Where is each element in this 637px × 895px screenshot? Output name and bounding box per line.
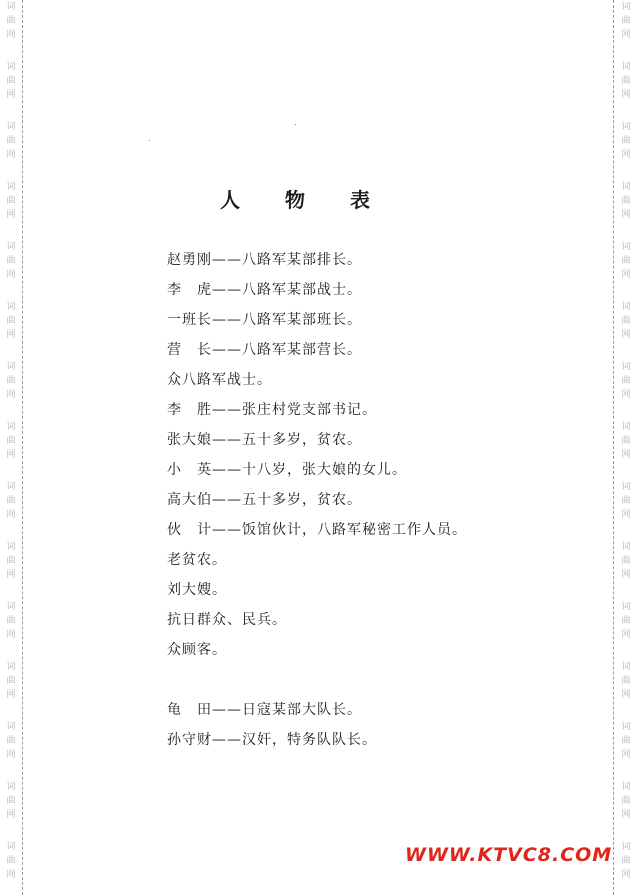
watermark-char: 曲 xyxy=(6,196,16,206)
watermark-char: 网 xyxy=(621,30,631,40)
watermark-char: 词 xyxy=(621,302,631,312)
watermark-char: 词 xyxy=(6,842,16,852)
watermark-char: 曲 xyxy=(621,616,631,626)
watermark-char: 网 xyxy=(6,690,16,700)
watermark-char: 词 xyxy=(621,482,631,492)
watermark-char: 网 xyxy=(621,150,631,160)
watermark-glyph-group xyxy=(616,120,636,162)
watermark-char: 网 xyxy=(6,810,16,820)
character-entry: 老贫农。 xyxy=(167,552,227,568)
title-char: 表 xyxy=(350,188,370,212)
watermark-char: 网 xyxy=(621,450,631,460)
watermark-char: 词 xyxy=(621,182,631,192)
character-entry: 伙 计——饭馆伙计，八路军秘密工作人员。 xyxy=(167,522,467,538)
watermark-glyph-group xyxy=(616,480,636,522)
watermark-glyph-group xyxy=(1,600,21,642)
watermark-char: 曲 xyxy=(621,676,631,686)
character-entry: 高大伯——五十多岁，贫农。 xyxy=(167,492,362,508)
watermark-char: 曲 xyxy=(6,496,16,506)
watermark-char: 曲 xyxy=(621,376,631,386)
watermark-char: 曲 xyxy=(6,676,16,686)
watermark-char: 词 xyxy=(6,482,16,492)
character-entry: 营 长——八路军某部营长。 xyxy=(167,342,362,358)
watermark-char: 网 xyxy=(6,270,16,280)
watermark-char: 网 xyxy=(621,330,631,340)
watermark-char: 网 xyxy=(6,570,16,580)
watermark-char: 曲 xyxy=(6,436,16,446)
watermark-glyph-group xyxy=(616,540,636,582)
watermark-char: 词 xyxy=(6,242,16,252)
character-entry: 赵勇刚——八路军某部排长。 xyxy=(167,252,362,268)
watermark-char: 词 xyxy=(6,122,16,132)
character-entry: 李 虎——八路军某部战士。 xyxy=(167,282,362,298)
watermark-char: 曲 xyxy=(6,376,16,386)
character-entry: 龟 田——日寇某部大队长。 xyxy=(167,702,362,718)
watermark-char: 网 xyxy=(621,810,631,820)
character-entry: 抗日群众、民兵。 xyxy=(167,612,287,628)
watermark-char: 曲 xyxy=(6,316,16,326)
watermark-char: 网 xyxy=(6,30,16,40)
watermark-glyph-group xyxy=(616,0,636,42)
watermark-glyph-group xyxy=(1,300,21,342)
watermark-char: 词 xyxy=(621,362,631,372)
watermark-char: 曲 xyxy=(621,256,631,266)
watermark-glyph-group xyxy=(616,60,636,102)
watermark-char: 网 xyxy=(6,870,16,880)
watermark-glyph-group xyxy=(1,660,21,702)
watermark-char: 曲 xyxy=(6,256,16,266)
watermark-char: 词 xyxy=(6,602,16,612)
watermark-char: 网 xyxy=(6,510,16,520)
character-entry: 孙守财——汉奸，特务队队长。 xyxy=(167,732,377,748)
watermark-glyph-group xyxy=(1,420,21,462)
watermark-char: 曲 xyxy=(621,16,631,26)
watermark-glyph-group xyxy=(1,0,21,42)
watermark-char: 曲 xyxy=(621,556,631,566)
watermark-char: 网 xyxy=(621,510,631,520)
watermark-glyph-group xyxy=(1,780,21,822)
watermark-char: 曲 xyxy=(6,856,16,866)
watermark-char: 曲 xyxy=(6,16,16,26)
character-entry: 众八路军战士。 xyxy=(167,372,272,388)
watermark-char: 曲 xyxy=(6,556,16,566)
watermark-char: 曲 xyxy=(621,796,631,806)
character-entry: 李 胜——张庄村党支部书记。 xyxy=(167,402,377,418)
watermark-char: 词 xyxy=(6,662,16,672)
watermark-char: 网 xyxy=(6,210,16,220)
watermark-char: 曲 xyxy=(6,136,16,146)
watermark-glyph-group xyxy=(1,240,21,282)
character-entry: 小 英——十八岁，张大娘的女儿。 xyxy=(167,462,407,478)
watermark-glyph-group xyxy=(616,360,636,402)
watermark-glyph-group xyxy=(1,480,21,522)
watermark-char: 词 xyxy=(621,782,631,792)
watermark-char: 曲 xyxy=(621,76,631,86)
watermark-glyph-group xyxy=(1,360,21,402)
watermark-char: 网 xyxy=(621,390,631,400)
watermark-char: 曲 xyxy=(6,736,16,746)
watermark-char: 网 xyxy=(621,870,631,880)
site-logo: WWW.KTVC8.COM xyxy=(405,844,613,866)
watermark-glyph-group xyxy=(616,840,636,882)
watermark-char: 词 xyxy=(6,2,16,12)
character-entry: 一班长——八路军某部班长。 xyxy=(167,312,362,328)
watermark-glyph-group xyxy=(1,180,21,222)
watermark-char: 词 xyxy=(621,62,631,72)
watermark-char: 曲 xyxy=(621,856,631,866)
watermark-char: 网 xyxy=(6,150,16,160)
watermark-glyph-group xyxy=(616,180,636,222)
watermark-glyph-group xyxy=(616,240,636,282)
watermark-char: 曲 xyxy=(621,436,631,446)
left-dashed-border xyxy=(22,0,23,895)
watermark-char: 词 xyxy=(621,842,631,852)
right-dashed-border xyxy=(613,0,614,895)
watermark-char: 词 xyxy=(6,362,16,372)
watermark-char: 曲 xyxy=(6,616,16,626)
character-entry: 张大娘——五十多岁，贫农。 xyxy=(167,432,362,448)
watermark-char: 曲 xyxy=(6,796,16,806)
watermark-char: 网 xyxy=(621,570,631,580)
watermark-char: 网 xyxy=(6,750,16,760)
watermark-glyph-group xyxy=(616,780,636,822)
scan-speck xyxy=(295,124,296,125)
watermark-char: 词 xyxy=(621,242,631,252)
watermark-char: 词 xyxy=(6,182,16,192)
watermark-char: 网 xyxy=(6,630,16,640)
page-title xyxy=(220,184,370,213)
watermark-char: 词 xyxy=(6,782,16,792)
watermark-glyph-group xyxy=(616,720,636,762)
character-entry: 众顾客。 xyxy=(167,642,227,658)
watermark-char: 曲 xyxy=(621,736,631,746)
watermark-char: 网 xyxy=(621,750,631,760)
watermark-char: 网 xyxy=(621,690,631,700)
watermark-char: 词 xyxy=(621,542,631,552)
watermark-char: 词 xyxy=(6,62,16,72)
watermark-char: 网 xyxy=(621,630,631,640)
watermark-char: 词 xyxy=(621,122,631,132)
watermark-glyph-group xyxy=(1,720,21,762)
watermark-char: 词 xyxy=(6,542,16,552)
watermark-glyph-group xyxy=(616,660,636,702)
watermark-glyph-group xyxy=(616,420,636,462)
watermark-char: 网 xyxy=(6,90,16,100)
watermark-char: 曲 xyxy=(621,496,631,506)
watermark-glyph-group xyxy=(1,120,21,162)
watermark-char: 网 xyxy=(6,450,16,460)
watermark-char: 曲 xyxy=(621,196,631,206)
watermark-glyph-group xyxy=(616,600,636,642)
watermark-char: 词 xyxy=(621,2,631,12)
watermark-char: 网 xyxy=(621,270,631,280)
watermark-char: 词 xyxy=(621,422,631,432)
watermark-char: 曲 xyxy=(621,136,631,146)
scan-speck xyxy=(149,140,150,141)
watermark-char: 词 xyxy=(6,722,16,732)
watermark-glyph-group xyxy=(1,60,21,102)
watermark-char: 词 xyxy=(621,602,631,612)
title-char: 人 xyxy=(220,188,240,212)
watermark-char: 网 xyxy=(6,330,16,340)
watermark-char: 词 xyxy=(6,422,16,432)
watermark-glyph-group xyxy=(1,540,21,582)
watermark-char: 网 xyxy=(621,90,631,100)
watermark-char: 词 xyxy=(621,662,631,672)
watermark-char: 曲 xyxy=(6,76,16,86)
watermark-char: 曲 xyxy=(621,316,631,326)
title-char: 物 xyxy=(285,188,305,212)
watermark-char: 网 xyxy=(6,390,16,400)
watermark-char: 词 xyxy=(621,722,631,732)
watermark-glyph-group xyxy=(616,300,636,342)
watermark-char: 词 xyxy=(6,302,16,312)
character-entry: 刘大嫂。 xyxy=(167,582,227,598)
watermark-glyph-group xyxy=(1,840,21,882)
watermark-char: 网 xyxy=(621,210,631,220)
